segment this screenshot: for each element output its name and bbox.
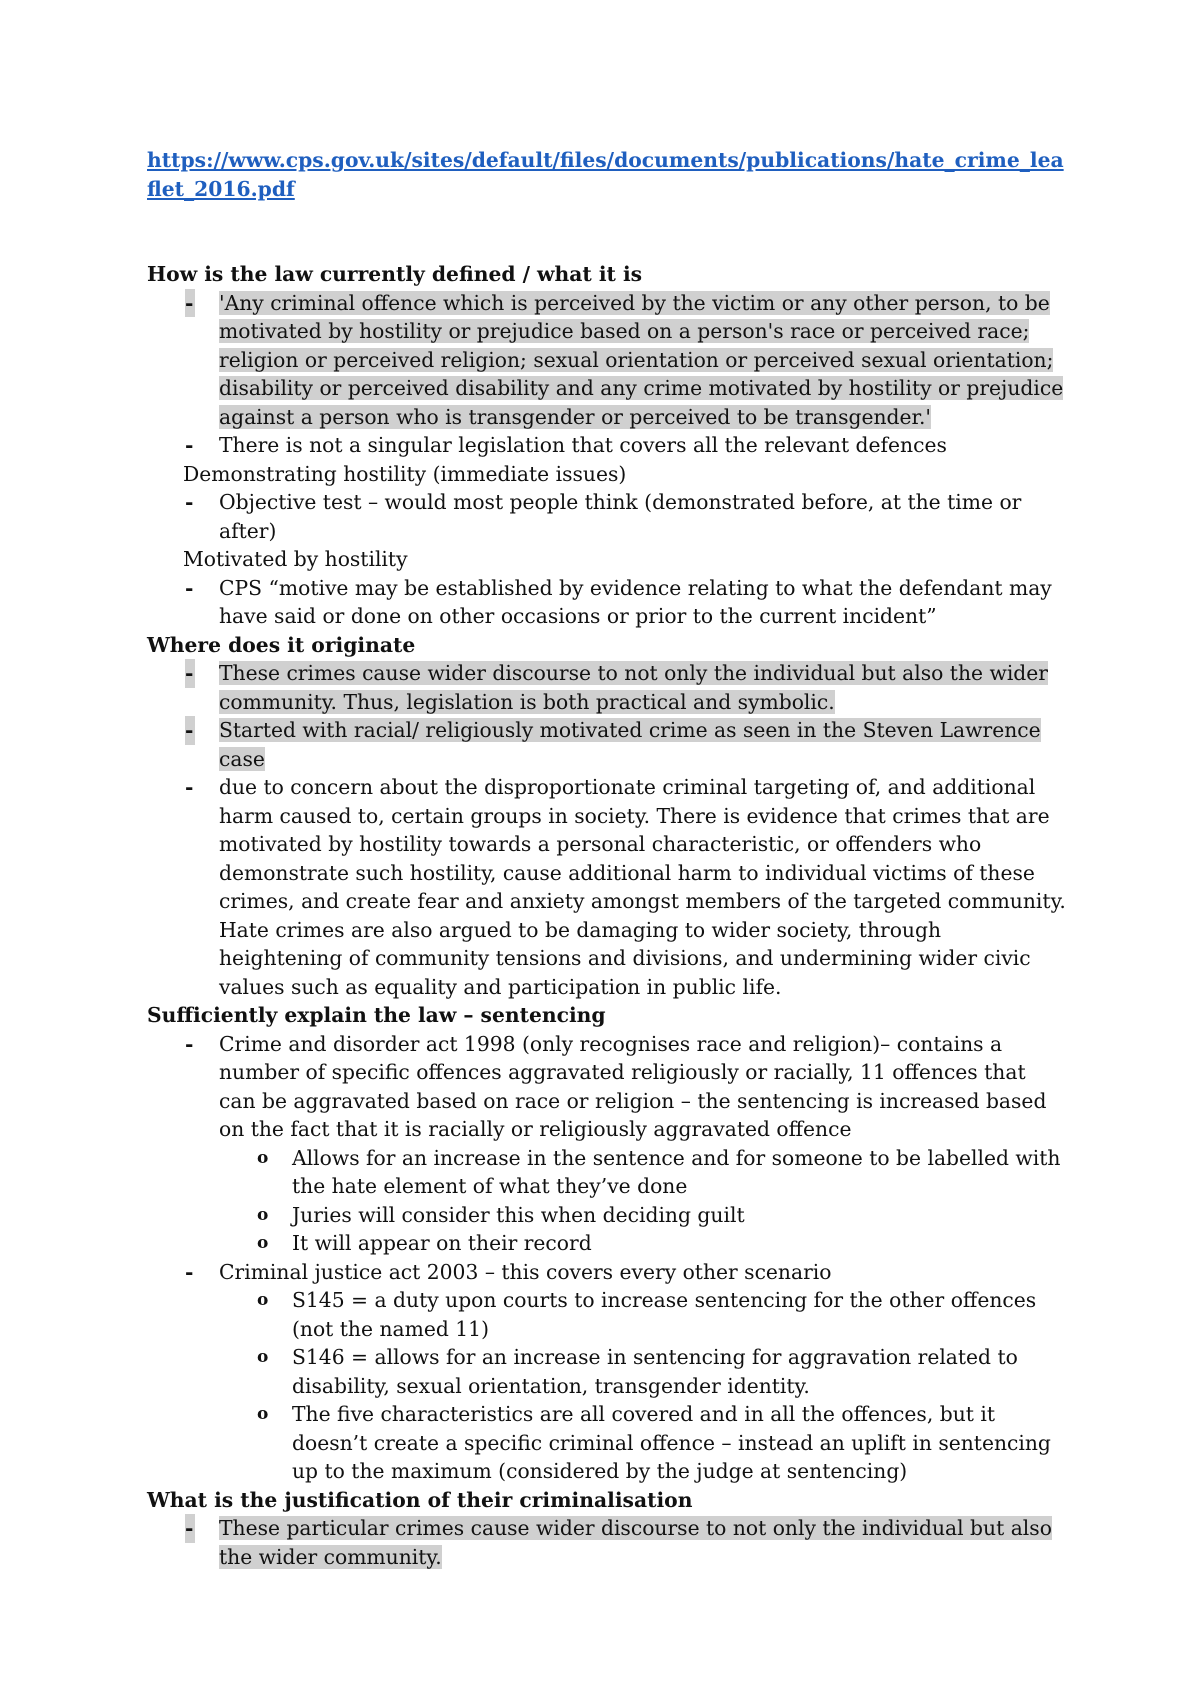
dash-bullet-icon: - — [185, 433, 194, 457]
bullet-text: S145 = a duty upon courts to increase sentencing for the other offences (not the named 11) — [292, 1288, 1037, 1341]
bullet-text: Criminal justice act 2003 – this covers every other scenario — [219, 1259, 832, 1284]
bullet-item — [147, 289, 1067, 432]
dash-bullet-icon: - — [185, 775, 194, 799]
section-heading: Where does it originate — [147, 632, 416, 657]
circle-bullet-icon: o — [257, 1290, 269, 1310]
sub-bullet-item — [147, 1201, 1067, 1230]
bullet-text: Allows for an increase in the sentence and for someone to be labelled with the hate element of what they’ve done — [292, 1145, 1061, 1198]
dash-bullet-icon: - — [185, 1514, 195, 1543]
bullet-text: These particular crimes cause wider discourse to not only the individual but also the wider community. — [219, 1516, 1052, 1569]
dash-bullet-icon: - — [185, 575, 194, 600]
bullet-text: Juries will consider this when deciding guilt — [292, 1202, 745, 1227]
sub-bullet-item — [147, 1144, 1067, 1201]
dash-bullet-icon: - — [185, 716, 195, 745]
circle-bullet-icon: o — [257, 1147, 269, 1168]
bullet-text: due to concern about the disproportionate criminal targeting of, and additional harm caused to, certain groups in society. There is evidence that crimes that are motivated by hostility towards a personal characteristic, or offenders who demonstrate such hostility, cause additional harm to individual victims of these crimes, and create fear and anxiety amongst members of the targeted community. Hate crimes are also argued to be damaging to wider society, through heightening of community tensions and divisions, and undermining wider civic values such as equality and participation in public life. — [219, 775, 1066, 999]
bullet-text: S146 = allows for an increase in sentencing for aggravation related to disability, sexual orientation, transgender identity. — [292, 1345, 1018, 1398]
document-page — [147, 146, 1067, 1571]
bullet-text: CPS “motive may be established by evidence relating to what the defendant may have said or done on other occasions or prior to the current incident” — [219, 575, 1052, 628]
bullet-text: These crimes cause wider discourse to not only the individual but also the wider community. Thus, legislation is both practical and symbolic. — [219, 661, 1048, 714]
sub-bullet-item — [147, 1400, 1067, 1486]
sub-bullet-item — [147, 1286, 1067, 1343]
section-heading: Sufficiently explain the law – sentencing — [147, 1003, 606, 1027]
bullet-text: 'Any criminal offence which is perceived by the victim or any other person, to be motivated by hostility or prejudice based on a person's race or perceived race; religion or perceived religion; sexual orientation or perceived sexual orientation; disability or perceived disability and any crime motivated by hostility or prejudice against a person who is transgender or perceived to be transgender.' — [219, 290, 1064, 429]
dash-bullet-icon: - — [185, 289, 195, 318]
bullet-text: There is not a singular legislation that covers all the relevant defences — [219, 433, 947, 457]
bullet-item — [147, 488, 1067, 545]
bullet-text: Objective test – would most people think (demonstrated before, at the time or after) — [219, 490, 1022, 543]
bullet-item — [147, 574, 1067, 631]
bullet-text: Started with racial/ religiously motivated crime as seen in the Steven Lawrence case — [219, 718, 1041, 771]
dash-bullet-icon: - — [185, 1259, 194, 1284]
bullet-item — [147, 431, 1067, 460]
bullet-text: The five characteristics are all covered and in all the offences, but it doesn’t create a specific criminal offence – instead an uplift in sentencing up to the maximum (considered by the judge at sentencing) — [292, 1402, 1051, 1483]
bullet-text: It will appear on their record — [292, 1231, 592, 1255]
circle-bullet-icon: o — [257, 1347, 269, 1367]
bullet-item — [147, 1030, 1067, 1144]
bullet-text: Crime and disorder act 1998 (only recognises race and religion)– contains a number of specific offences aggravated religiously or racially, 11 offences that can be aggravated based on race or religion – the sentencing is increased based on the fact that it is racially or religiously aggravated offence — [219, 1031, 1047, 1141]
sub-bullet-item — [147, 1229, 1067, 1258]
bullet-item — [147, 1514, 1067, 1571]
source-link[interactable]: https://www.cps.gov.uk/sites/default/files/documents/publications/hate_crime_leaflet_2016.pdf — [147, 148, 1064, 201]
subheading: Demonstrating hostility (immediate issues) — [183, 461, 627, 486]
circle-bullet-icon: o — [257, 1204, 269, 1225]
sub-bullet-item — [147, 1343, 1067, 1400]
document-body — [147, 260, 1067, 1571]
subheading: Motivated by hostility — [183, 547, 408, 571]
bullet-item — [147, 659, 1067, 716]
section-heading: How is the law currently defined / what it is — [147, 262, 643, 286]
bullet-item — [147, 1258, 1067, 1287]
circle-bullet-icon: o — [257, 1404, 269, 1424]
circle-bullet-icon: o — [257, 1233, 269, 1253]
bullet-item — [147, 773, 1067, 1001]
dash-bullet-icon: - — [185, 1031, 194, 1056]
bullet-item — [147, 716, 1067, 773]
dash-bullet-icon: - — [185, 490, 194, 514]
dash-bullet-icon: - — [185, 659, 195, 688]
section-heading: What is the justification of their criminalisation — [147, 1487, 693, 1512]
